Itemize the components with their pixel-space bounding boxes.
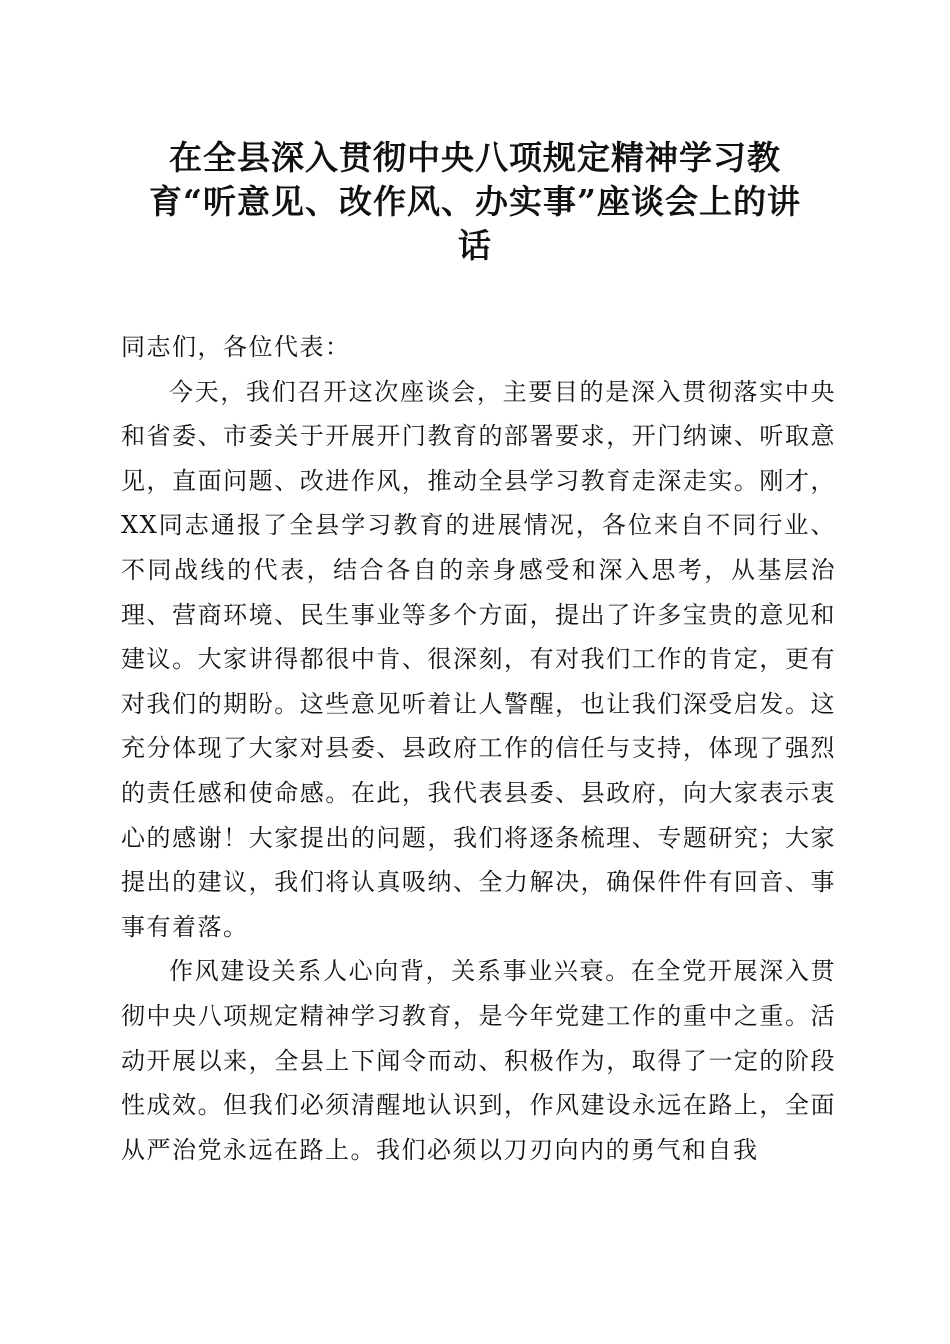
salutation: 同志们，各位代表： — [121, 333, 351, 361]
body-paragraph: 作风建设关系人心向背，关系事业兴衰。在全党开展深入贯彻中央八项规定精神学习教育，是今年党建工作的重中之重。活动开展以来，全县上下闻令而动、积极作为，取得了一定的阶段性成效。但我们必须清醒地认识到，作风建设永远在路上，全面从严治党永远在路上。我们必须以刀刃向内的勇气和自我 — [121, 957, 836, 1164]
document-title — [100, 136, 850, 268]
title-line: 育“听意见、改作风、办实事”座谈会上的讲 — [149, 182, 801, 221]
document-body — [121, 325, 836, 1172]
title-line: 在全县深入贯彻中央八项规定精神学习教 — [169, 138, 781, 177]
title-line: 话 — [458, 226, 492, 265]
body-paragraph: 今天，我们召开这次座谈会，主要目的是深入贯彻落实中央和省委、市委关于开展开门教育的部署要求，开门纳谏、听取意见，直面问题、改进作风，推动全县学习教育走深走实。刚才，XX同志通报了全县学习教育的进展情况，各位来自不同行业、不同战线的代表，结合各自的亲身感受和深入思考，从基层治理、营商环境、民生事业等多个方面，提出了许多宝贵的意见和建议。大家讲得都很中肯、很深刻，有对我们工作的肯定，更有对我们的期盼。这些意见听着让人警醒，也让我们深受启发。这充分体现了大家对县委、县政府工作的信任与支持，体现了强烈的责任感和使命感。在此，我代表县委、县政府，向大家表示衷心的感谢！大家提出的问题，我们将逐条梳理、专题研究；大家提出的建议，我们将认真吸纳、全力解决，确保件件有回音、事事有着落。 — [121, 377, 836, 941]
